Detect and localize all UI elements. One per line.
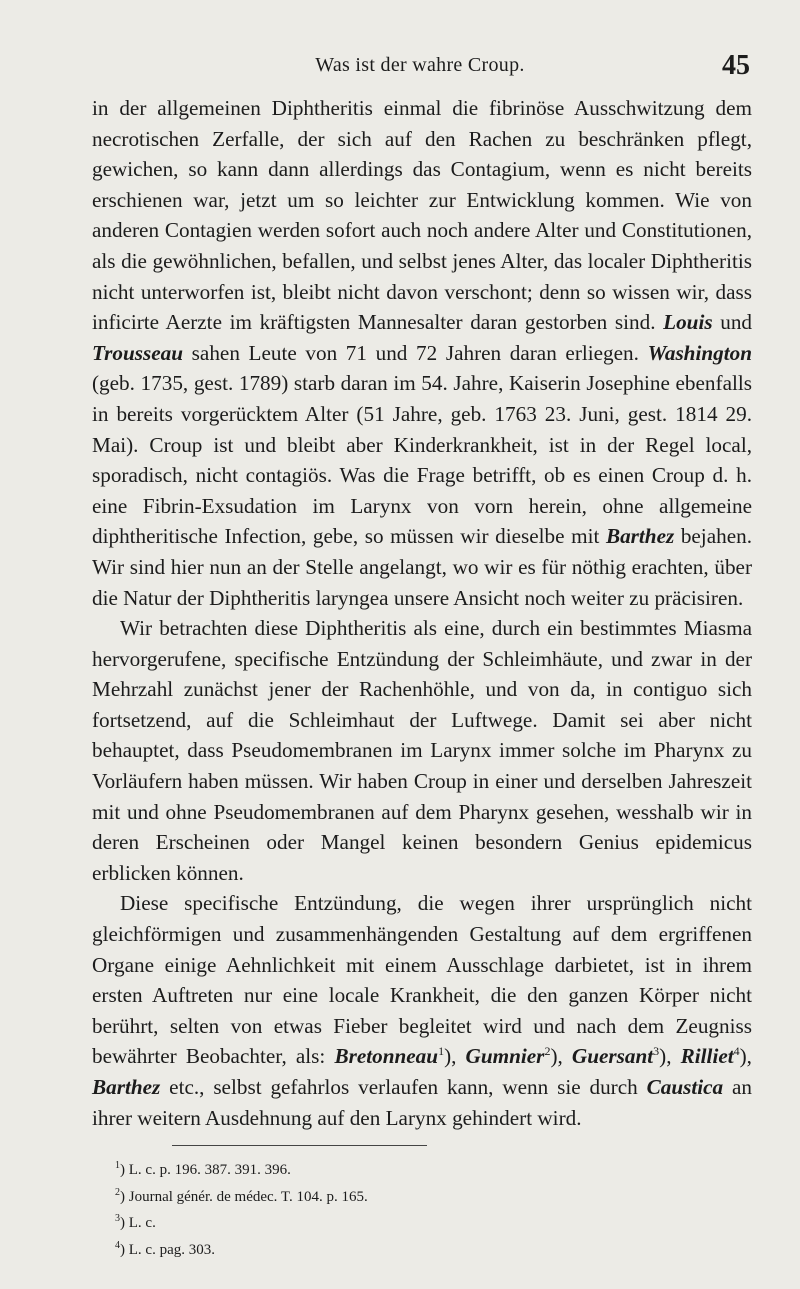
text-run: und bbox=[712, 310, 753, 335]
text-run: ), bbox=[550, 1044, 572, 1069]
footnote-text: ) L. c. pag. 303. bbox=[120, 1241, 215, 1258]
footnote-ref: 4 bbox=[733, 1044, 740, 1059]
person-name: Bretonneau bbox=[334, 1044, 439, 1069]
paragraph bbox=[92, 613, 752, 888]
body-text bbox=[92, 93, 752, 1133]
text-run: sahen Leute von 71 und 72 Jahren daran erliegen. bbox=[183, 340, 648, 365]
person-name: Louis bbox=[663, 310, 713, 335]
text-run: bejahen. Wir sind hier nun an der Stelle angelangt, wo wir es für nöthig erachten, über die Natur der Diphtheritis laryngea unsere Ansicht noch weiter zu präcisiren. bbox=[92, 524, 752, 610]
footnote-rule bbox=[172, 1145, 427, 1146]
text-run: an ihrer weitern Ausdehnung auf den Larynx gehindert wird. bbox=[92, 1075, 753, 1130]
page-header bbox=[90, 50, 750, 84]
footnotes bbox=[115, 1157, 715, 1263]
person-name: Gumnier bbox=[465, 1044, 545, 1069]
text-run: etc., selbst gefahrlos verlaufen kann, wenn sie durch bbox=[160, 1075, 647, 1099]
footnote-ref: 1 bbox=[438, 1044, 445, 1059]
paragraph bbox=[92, 93, 752, 613]
running-title: Was ist der wahre Croup. bbox=[315, 54, 525, 76]
footnote-mark: 1 bbox=[115, 1160, 120, 1171]
footnote bbox=[115, 1237, 715, 1264]
text-run: ), bbox=[739, 1044, 752, 1069]
footnote bbox=[115, 1157, 715, 1184]
text-run: (geb. 1735, gest. 1789) starb daran im 54. Jahre, Kaiserin Josephine ebenfalls in bereits vorgerücktem Alter (51 Jahre, geb. 1763 23. Juni, gest. 1814 29. Mai). Croup ist und bleibt aber Kinderkrankheit, ist in der Regel local, sporadisch, nicht contagiös. Was die Frage betrifft, ob es einen Croup d. h. eine Fibrin-Exsudation im Larynx von vorn herein, ohne allgemeine diphtheritische Infection, gebe, so müssen wir dieselbe mit bbox=[92, 371, 752, 549]
text-run: Diese specifische Entzündung, die wegen ihrer ursprünglich nicht gleichförmigen und zusammenhängenden Gestaltung auf dem ergriffenen Organe einige Aehnlichkeit mit einem Ausschlage darbietet, ist in ihrem ersten Auftreten nur eine locale Krankheit, die den ganzen Körper nicht berührt, selten von etwas Fieber begleitet wird und nach dem Zeugniss bewährter Beobachter, als: bbox=[92, 891, 752, 1069]
footnote-mark: 4 bbox=[115, 1239, 120, 1251]
footnote-mark: 3 bbox=[115, 1213, 120, 1224]
person-name: Trousseau bbox=[92, 340, 184, 365]
text-run: Wir betrachten diese Diphtheritis als eine, durch ein bestimmtes Miasma hervorgerufene, specifische Entzündung der Schleimhäute, und zwar in der Mehrzahl zunächst jener der Rachenhöhle, und von da, in contiguo sich fortsetzend, auf die Schleimhaut der Luftwege. Damit sei aber nicht behauptet, dass Pseudomembranen im Larynx immer solche im Pharynx zu Vorläufern haben müssen. Wir haben Croup in einer und derselben Jahreszeit mit und ohne Pseudomembranen auf dem Pharynx gesehen, wesshalb wir in deren Erscheinen oder Mangel keinen besondern Genius epidemicus erblicken können. bbox=[92, 616, 752, 885]
person-name: Rilliet bbox=[680, 1044, 734, 1069]
footnote-mark: 2 bbox=[115, 1186, 120, 1198]
text-run: in der allgemeinen Diphtheritis einmal die fibrinöse Ausschwitzung dem necrotischen Zerfalle, der sich auf den Rachen zu beschränken pflegt, gewichen, so kann dann allerdings das Contagium, wenn es nicht bereits erschienen war, jetzt um so leichter zur Entwicklung kommen. Wie von anderen Contagien werden sofort auch noch andere Alter und Constitutionen, als die gewöhnlichen, befallen, und selbst jenes Alter, das localer Diphtheritis nicht unterworfen ist, bleibt nicht davon verschont; denn so wissen wir, dass inficirte Aerzte im kräftigsten Mannesalter daran gestorben sind. bbox=[92, 96, 752, 335]
page-number: 45 bbox=[722, 50, 750, 81]
footnote-ref: 2 bbox=[544, 1044, 551, 1059]
text-run: ), bbox=[444, 1044, 466, 1069]
footnote-text: ) L. c. bbox=[120, 1215, 156, 1231]
paragraph bbox=[92, 888, 752, 1133]
footnote bbox=[115, 1210, 715, 1237]
person-name: Caustica bbox=[646, 1075, 724, 1099]
footnote-ref: 3 bbox=[653, 1044, 660, 1059]
footnote-text: ) L. c. p. 196. 387. 391. 396. bbox=[120, 1162, 291, 1178]
person-name: Washington bbox=[647, 340, 752, 365]
person-name: Barthez bbox=[92, 1075, 161, 1099]
text-run: ), bbox=[659, 1044, 681, 1069]
person-name: Barthez bbox=[605, 524, 675, 549]
person-name: Guersant bbox=[571, 1044, 654, 1069]
footnote-text: ) Journal génér. de médec. T. 104. p. 165. bbox=[120, 1188, 368, 1205]
footnote bbox=[115, 1184, 715, 1211]
